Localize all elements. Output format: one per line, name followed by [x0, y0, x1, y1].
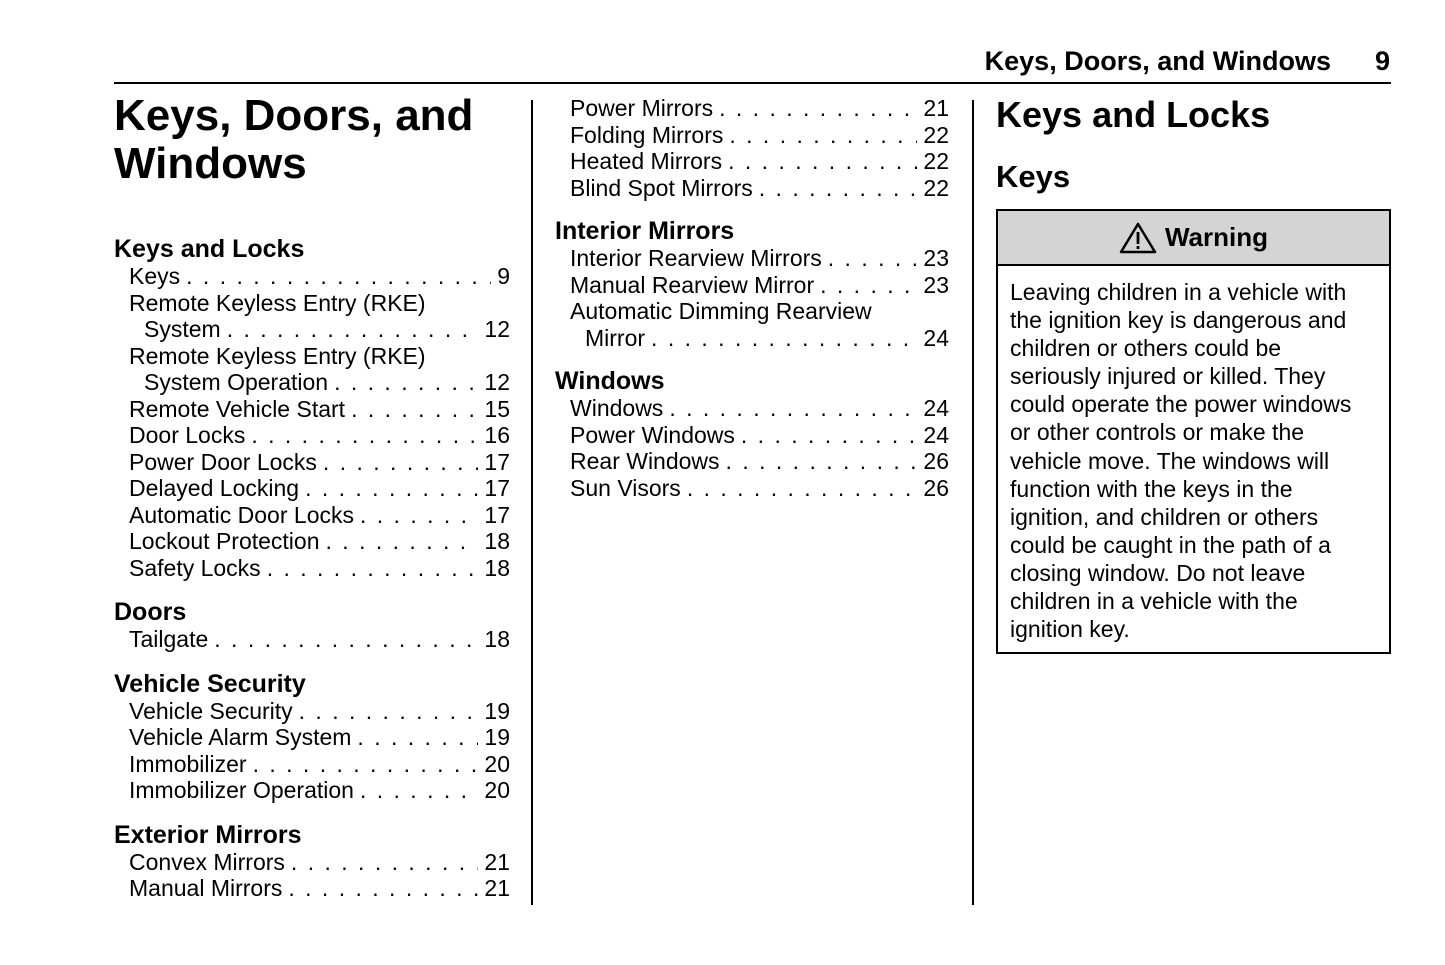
toc-list — [114, 236, 510, 902]
dot-leader — [288, 875, 478, 902]
toc-entry-label: Heated Mirrors — [570, 148, 723, 174]
warning-triangle-icon — [1119, 222, 1157, 254]
toc-page-number: 18 — [484, 528, 510, 554]
toc-entry — [555, 245, 949, 272]
toc-entry-label: Lockout Protection — [129, 528, 320, 554]
toc-entry — [555, 475, 949, 502]
toc-entry-label: Interior Rearview Mirrors — [570, 245, 822, 271]
toc-section-title: Keys and Locks — [114, 235, 305, 263]
dot-leader — [741, 422, 918, 449]
toc-entry-label-cont: Mirror — [585, 324, 646, 351]
dot-leader — [186, 263, 491, 290]
toc-page-number: 17 — [484, 475, 510, 501]
toc-entry — [114, 422, 510, 449]
dot-leader — [651, 325, 917, 352]
dot-leader — [351, 396, 478, 423]
toc-page-number: 24 — [923, 395, 949, 421]
toc-entry-label-cont: System Operation — [144, 369, 329, 395]
toc-section — [114, 236, 510, 581]
toc-entry-label: Windows — [570, 395, 664, 421]
chapter-title-line1: Keys, Doors, and — [114, 91, 474, 140]
toc-section — [555, 218, 949, 351]
chapter-title — [114, 92, 510, 188]
page-number: 9 — [1374, 46, 1390, 76]
dot-leader — [334, 369, 478, 396]
toc-entry-label: Rear Windows — [570, 448, 720, 474]
column-divider-right — [972, 100, 974, 905]
warning-text-line: could operate the power windows — [1010, 391, 1352, 418]
warning-text-line: or other controls or make the — [1010, 419, 1305, 446]
running-header-title: Keys, Doors, and Windows — [984, 46, 1331, 76]
toc-entry-label: Vehicle Security — [129, 697, 293, 724]
running-header — [985, 46, 1390, 77]
toc-entry — [114, 475, 510, 502]
dot-leader — [360, 502, 478, 529]
toc-page-number: 26 — [923, 448, 949, 474]
toc-page-number: 19 — [484, 724, 510, 750]
warning-box — [996, 209, 1391, 654]
toc-entry-label: Remote Keyless Entry (RKE) — [129, 342, 426, 369]
toc-entry-label: Convex Mirrors — [129, 848, 285, 875]
dot-leader — [214, 626, 478, 653]
dot-leader — [360, 777, 478, 804]
dot-leader — [357, 724, 478, 751]
warning-text-line: function with the keys in the — [1010, 475, 1293, 502]
toc-entry-label: Folding Mirrors — [570, 121, 724, 148]
toc-entry — [114, 263, 510, 290]
dot-leader — [828, 245, 918, 272]
toc-entry — [114, 555, 510, 582]
toc-entry-label: Manual Mirrors — [129, 875, 283, 901]
toc-entry-label: Remote Vehicle Start — [129, 395, 346, 422]
toc-entry — [555, 122, 949, 149]
dot-leader — [291, 849, 478, 876]
dot-leader — [253, 751, 479, 778]
toc-entry — [114, 724, 510, 751]
dot-leader — [326, 528, 479, 555]
dot-leader — [726, 448, 918, 475]
dot-leader — [227, 316, 479, 343]
toc-section — [114, 671, 510, 804]
section-title: Keys and Locks — [996, 94, 1271, 135]
toc-page-number: 22 — [923, 174, 949, 201]
toc-entry — [555, 175, 949, 202]
toc-section — [114, 822, 510, 902]
toc-entry — [555, 395, 949, 422]
toc-entry-label: Immobilizer Operation — [129, 777, 354, 803]
header-rule — [114, 82, 1391, 84]
toc-page-number: 23 — [923, 271, 949, 298]
dot-leader — [251, 422, 478, 449]
toc-entry — [114, 777, 510, 804]
toc-page-number: 20 — [484, 750, 510, 777]
toc-entry — [555, 148, 949, 175]
toc-entry-label: Tailgate — [129, 626, 209, 652]
toc-entry — [114, 875, 510, 902]
toc-section — [114, 599, 510, 653]
toc-entry-label: Keys — [129, 263, 181, 289]
toc-section-title: Exterior Mirrors — [114, 820, 302, 849]
warning-text-line: ignition key. — [1010, 616, 1130, 643]
warning-text-line: seriously injured or killed. They — [1010, 363, 1326, 390]
toc-entry-label: Power Mirrors — [570, 95, 714, 121]
toc-entry-label: Remote Keyless Entry (RKE) — [129, 289, 426, 316]
warning-text-line: ignition, and children or others — [1010, 503, 1319, 530]
dot-leader — [729, 122, 917, 149]
content-column — [996, 92, 1391, 654]
toc-list — [555, 95, 949, 501]
dot-leader — [323, 449, 478, 476]
dot-leader — [719, 95, 917, 122]
warning-text-line: children or others could be — [1010, 335, 1282, 362]
toc-page-number: 16 — [484, 422, 510, 448]
toc-entry — [555, 325, 949, 352]
toc-page-number: 15 — [484, 395, 510, 422]
warning-heading: Warning — [1164, 222, 1269, 252]
warning-text-line: closing window. Do not leave — [1010, 559, 1306, 586]
toc-entry — [114, 449, 510, 476]
toc-entry-label: Delayed Locking — [129, 475, 300, 501]
toc-page-number: 12 — [484, 316, 510, 342]
toc-entry-label: Power Door Locks — [129, 448, 317, 475]
toc-entry-label: Immobilizer — [129, 750, 247, 777]
toc-entry — [555, 448, 949, 475]
dot-leader — [728, 148, 917, 175]
toc-entry — [114, 528, 510, 555]
toc-column-2 — [555, 92, 949, 501]
toc-page-number: 17 — [484, 448, 510, 475]
chapter-title-line2: Windows — [114, 139, 307, 188]
toc-section-title: Windows — [555, 367, 665, 395]
toc-page-number: 24 — [923, 324, 949, 351]
warning-text-line: children in a vehicle with the — [1010, 588, 1298, 615]
warning-text — [998, 266, 1389, 652]
toc-section — [555, 95, 949, 201]
toc-entry-label: Vehicle Alarm System — [129, 724, 352, 750]
warning-text-line: could be caught in the path of a — [1010, 531, 1331, 558]
warning-text-line: the ignition key is dangerous and — [1010, 307, 1347, 334]
dot-leader — [759, 175, 918, 202]
toc-entry-label: Power Windows — [570, 421, 735, 448]
warning-text-line: vehicle move. The windows will — [1010, 447, 1330, 474]
toc-page-number: 9 — [497, 263, 510, 289]
toc-column-1 — [114, 92, 510, 902]
toc-entry-label: Door Locks — [129, 422, 246, 448]
toc-page-number: 17 — [484, 501, 510, 528]
toc-page-number: 12 — [484, 369, 510, 395]
toc-page-number: 21 — [923, 95, 949, 121]
toc-entry-label: Safety Locks — [129, 554, 261, 581]
dot-leader — [669, 395, 917, 422]
toc-entry-label: Blind Spot Mirrors — [570, 174, 753, 201]
toc-entry — [114, 316, 510, 343]
toc-section-title: Doors — [114, 598, 187, 626]
toc-entry — [114, 698, 510, 725]
toc-page-number: 24 — [923, 421, 949, 448]
toc-page-number: 20 — [484, 777, 510, 803]
toc-entry — [114, 502, 510, 529]
warning-text-line: Leaving children in a vehicle with — [1010, 279, 1347, 305]
toc-entry — [114, 626, 510, 653]
toc-entry-label: Automatic Dimming Rearview — [570, 298, 872, 324]
toc-entry-label-cont: System — [144, 316, 221, 342]
toc-entry — [114, 751, 510, 778]
toc-entry-label: Manual Rearview Mirror — [570, 271, 815, 298]
subsection-title: Keys — [996, 159, 1071, 194]
toc-page-number: 18 — [484, 554, 510, 581]
toc-page-number: 26 — [923, 474, 949, 501]
toc-entry — [114, 396, 510, 423]
dot-leader — [687, 475, 918, 502]
toc-section — [555, 368, 949, 501]
toc-entry-label: Automatic Door Locks — [129, 501, 354, 528]
toc-entry — [555, 95, 949, 122]
toc-page-number: 22 — [923, 121, 949, 148]
toc-page-number: 21 — [484, 848, 510, 875]
dot-leader — [305, 475, 478, 502]
toc-section-title: Interior Mirrors — [555, 217, 735, 245]
toc-page-number: 21 — [484, 875, 510, 901]
column-divider-left — [531, 100, 533, 905]
dot-leader — [820, 272, 917, 299]
dot-leader — [299, 698, 479, 725]
toc-page-number: 22 — [923, 148, 949, 174]
toc-entry-label: Sun Visors — [570, 474, 681, 501]
dot-leader — [267, 555, 479, 582]
toc-section-title: Vehicle Security — [114, 669, 306, 698]
toc-entry — [114, 849, 510, 876]
toc-page-number: 19 — [484, 697, 510, 724]
toc-entry — [555, 422, 949, 449]
toc-entry — [114, 369, 510, 396]
toc-page-number: 18 — [484, 626, 510, 652]
toc-page-number: 23 — [923, 245, 949, 271]
toc-entry — [555, 272, 949, 299]
warning-header — [998, 211, 1389, 266]
